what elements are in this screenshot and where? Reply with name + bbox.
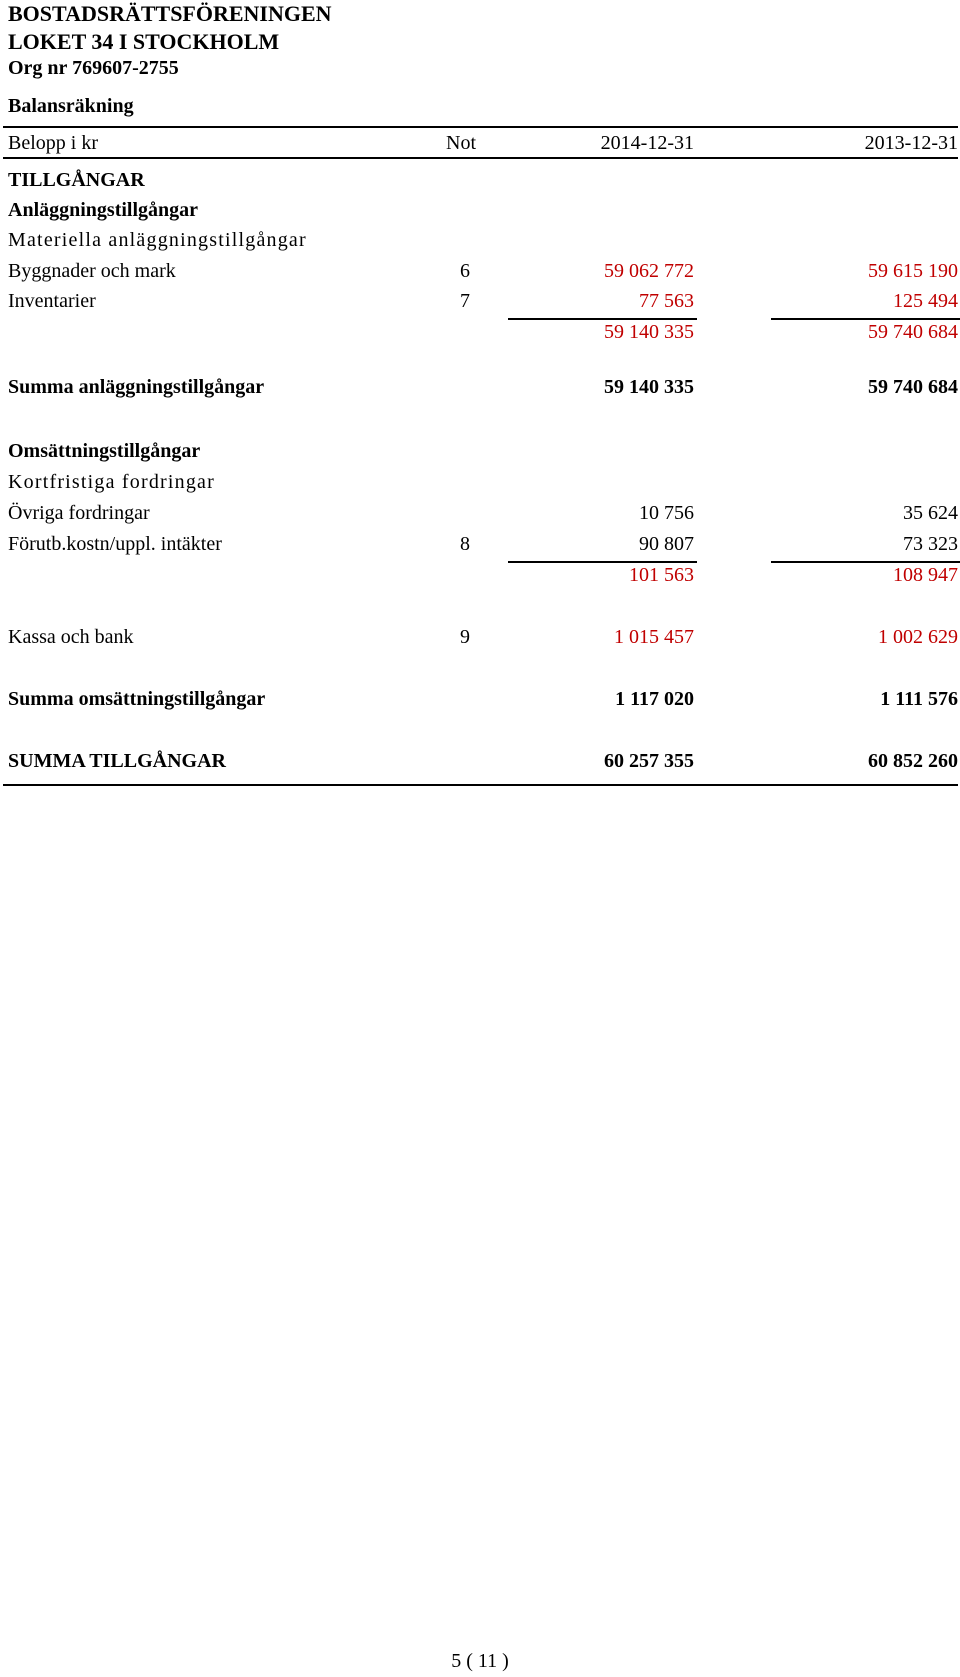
page-number: 5 ( 11 ) <box>451 1650 509 1672</box>
header-top-rule <box>3 126 958 128</box>
row-prepaid-note: 8 <box>460 533 470 555</box>
tangible-subtotal-current: 59 140 335 <box>604 321 694 343</box>
sum-fixed-label: Summa anläggningstillgångar <box>8 376 265 398</box>
section-fixed-assets-title: Anläggningstillgångar <box>8 199 199 221</box>
row-other-receivables-current: 10 756 <box>639 502 694 524</box>
sum-current-current: 1 117 020 <box>615 688 694 710</box>
total-assets-previous: 60 852 260 <box>868 750 958 772</box>
row-other-receivables-previous: 35 624 <box>903 502 958 524</box>
receivables-subtotal-current: 101 563 <box>629 564 694 586</box>
section-current-assets-title: Omsättningstillgångar <box>8 440 201 462</box>
section-short-receivables-title: Kortfristiga fordringar <box>8 471 215 493</box>
org-name-line1: BOSTADSRÄTTSFÖRENINGEN <box>8 1 332 26</box>
org-name-line2: LOKET 34 I STOCKHOLM <box>8 29 280 54</box>
row-buildings-note: 6 <box>460 260 470 282</box>
subtotal-rule-current-2 <box>508 561 697 563</box>
row-equipment-current: 77 563 <box>639 290 694 312</box>
subtotal-rule-current-1 <box>508 318 697 320</box>
total-bottom-rule <box>3 784 958 786</box>
section-assets-title: TILLGÅNGAR <box>8 169 145 191</box>
column-header-label: Belopp i kr <box>8 132 98 154</box>
sum-fixed-previous: 59 740 684 <box>868 376 958 398</box>
row-other-receivables-label: Övriga fordringar <box>8 502 150 524</box>
header-bottom-rule <box>3 157 958 159</box>
row-cash-previous: 1 002 629 <box>878 626 958 648</box>
row-buildings-label: Byggnader och mark <box>8 260 176 282</box>
row-buildings-previous: 59 615 190 <box>868 260 958 282</box>
tangible-subtotal-previous: 59 740 684 <box>868 321 958 343</box>
sum-current-label: Summa omsättningstillgångar <box>8 688 266 710</box>
row-cash-current: 1 015 457 <box>614 626 694 648</box>
sum-fixed-current: 59 140 335 <box>604 376 694 398</box>
sum-current-previous: 1 111 576 <box>880 688 958 710</box>
section-tangible-title: Materiella anläggningstillgångar <box>8 229 307 251</box>
row-prepaid-label: Förutb.kostn/uppl. intäkter <box>8 533 222 555</box>
subtotal-rule-previous-1 <box>771 318 960 320</box>
row-equipment-note: 7 <box>460 290 470 312</box>
row-equipment-previous: 125 494 <box>893 290 958 312</box>
total-assets-current: 60 257 355 <box>604 750 694 772</box>
row-cash-label: Kassa och bank <box>8 626 134 648</box>
row-prepaid-current: 90 807 <box>639 533 694 555</box>
column-header-note: Not <box>446 132 476 154</box>
row-cash-note: 9 <box>460 626 470 648</box>
row-buildings-current: 59 062 772 <box>604 260 694 282</box>
row-equipment-label: Inventarier <box>8 290 96 312</box>
report-title: Balansräkning <box>8 95 134 117</box>
total-assets-label: SUMMA TILLGÅNGAR <box>8 750 226 772</box>
row-prepaid-previous: 73 323 <box>903 533 958 555</box>
column-header-previous: 2013-12-31 <box>864 132 958 154</box>
org-number: Org nr 769607-2755 <box>8 57 179 79</box>
receivables-subtotal-previous: 108 947 <box>893 564 958 586</box>
subtotal-rule-previous-2 <box>771 561 960 563</box>
column-header-current: 2014-12-31 <box>600 132 694 154</box>
